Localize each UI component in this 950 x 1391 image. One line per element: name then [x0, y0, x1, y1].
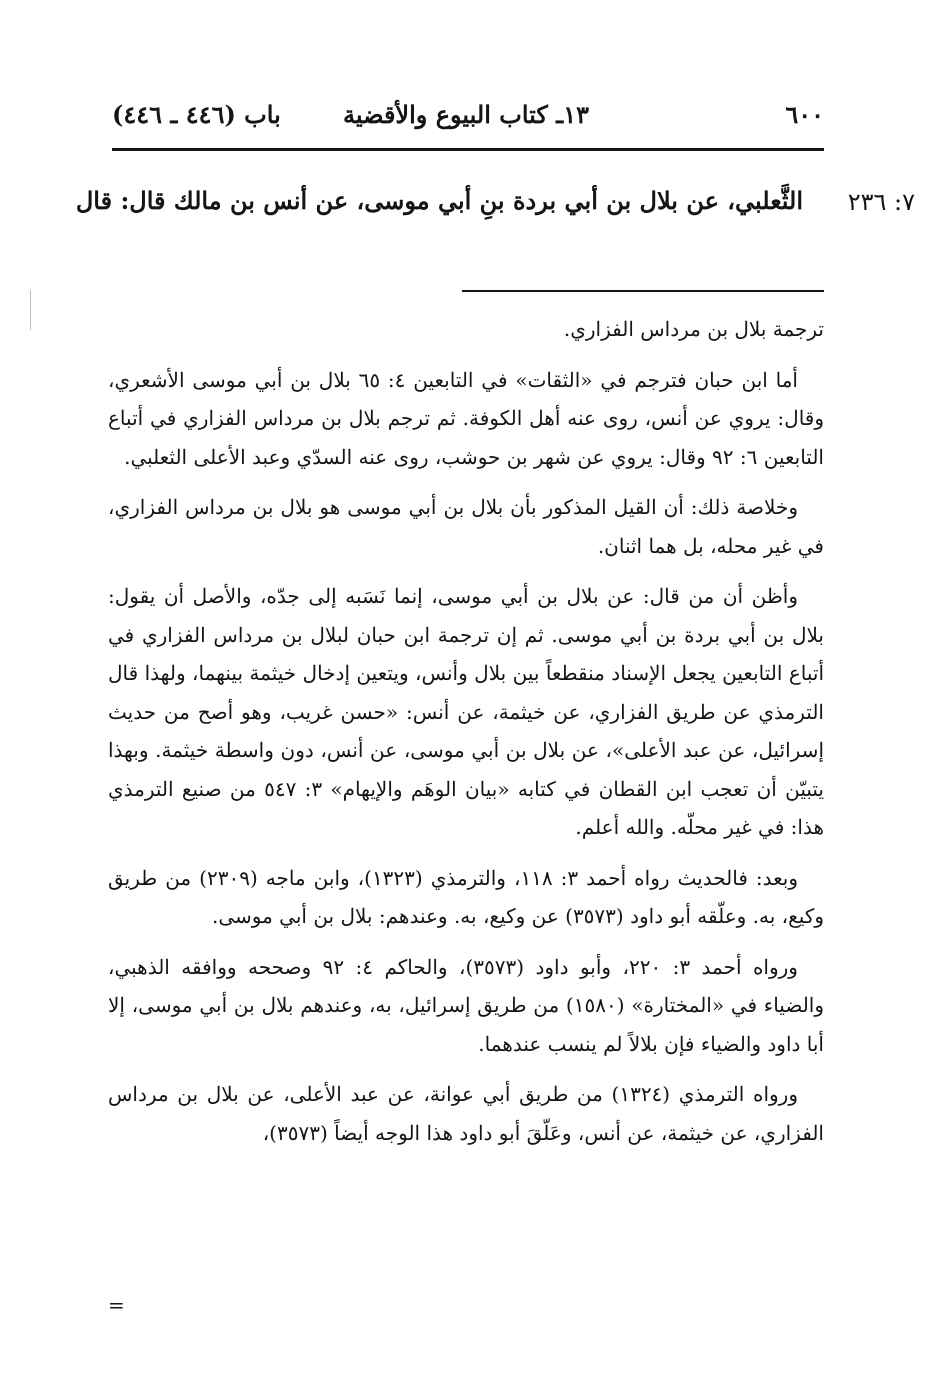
hadith-entry	[75, 180, 915, 224]
footnote-paragraph: وأظن أن من قال: عن بلال بن أبي موسى، إنما نَسَبه إلى جدّه، والأصل أن يقول: بلال بن أبي بردة بن أبي موسى. ثم إن ترجمة ابن حبان لبلال بن مرداس الفزاري في أتباع التابعين يجعل الإسناد منقطعاً بين بلال وأنس، ويتعين إدخال خيثمة بينهما، ولهذا قال الترمذي عن طريق الفزاري، عن خيثمة، عن أنس: «حسن غريب، وهو أصح من حديث إسرائيل، عن عبد الأعلى»، عن بلال بن أبي موسى، عن أنس، دون واسطة خيثمة. وبهذا يتبيّن أن تعجب ابن القطان في كتابه «بيان الوهَم والإيهام» ٣: ٥٤٧ من صنيع الترمذي هذا: في غير محلّه. والله أعلم.	[108, 584, 824, 839]
footnotes-section	[108, 310, 824, 1320]
continuation-mark: =	[108, 1293, 125, 1317]
margin-mark	[30, 290, 31, 330]
footnote-paragraph: وخلاصة ذلك: أن القيل المذكور بأن بلال بن أبي موسى هو بلال بن مرداس الفزاري، في غير محله، بل هما اثنان.	[108, 495, 824, 558]
entry-reference: ٧: ٢٣٦	[847, 188, 915, 216]
footnote-paragraph: وبعد: فالحديث رواه أحمد ٣: ١١٨، والترمذي (١٣٢٣)، وابن ماجه (٢٣٠٩) من طريق وكيع، به. وعلّقه أبو داود (٣٥٧٣) عن وكيع، به. وعندهم: بلال بن أبي موسى.	[108, 865, 824, 928]
page-header	[112, 98, 824, 138]
footnote-paragraph: ورواه الترمذي (١٣٢٤) من طريق أبي عوانة، عن عبد الأعلى، عن بلال بن مرداس الفزاري، عن خيثمة، عن أنس، وعَلّقَ أبو داود هذا الوجه أيضاً (٣٥٧٣)،	[108, 1082, 824, 1145]
header-rule	[112, 148, 824, 151]
chapter-range: باب (٤٤٦ ـ ٤٤٦)	[112, 100, 281, 129]
footnote-paragraph: ورواه أحمد ٣: ٢٢٠، وأبو داود (٣٥٧٣)، والحاكم ٤: ٩٢ وصححه ووافقه الذهبي، والضياء في «المختارة» (١٥٨٠) من طريق إسرائيل، به، وعندهم بلال بن أبي موسى، إلا أبا داود والضياء فإن بلالاً لم ينسب عندهما.	[108, 954, 824, 1056]
footnote-paragraph: ترجمة بلال بن مرداس الفزاري.	[563, 317, 824, 341]
entry-text: الثَّعلبي، عن بلال بن أبي بردة بنِ أبي موسى، عن أنس بن مالك قال: قال	[75, 186, 803, 215]
page-number: ٦٠٠	[785, 100, 824, 129]
footnote-paragraph: أما ابن حبان فترجم في «الثقات» في التابعين ٤: ٦٥ بلال بن أبي موسى الأشعري، وقال: يروي عن أنس، روى عنه أهل الكوفة. ثم ترجم بلال بن مرداس الفزاري في أتباع التابعين ٦: ٩٢ وقال: يروي عن شهر بن حوشب، روى عنه السدّي وعبد الأعلى الثعلبي.	[108, 367, 824, 469]
chapter-title: ١٣ـ كتاب البيوع والأقضية	[343, 100, 589, 129]
footnote-separator	[462, 290, 824, 292]
